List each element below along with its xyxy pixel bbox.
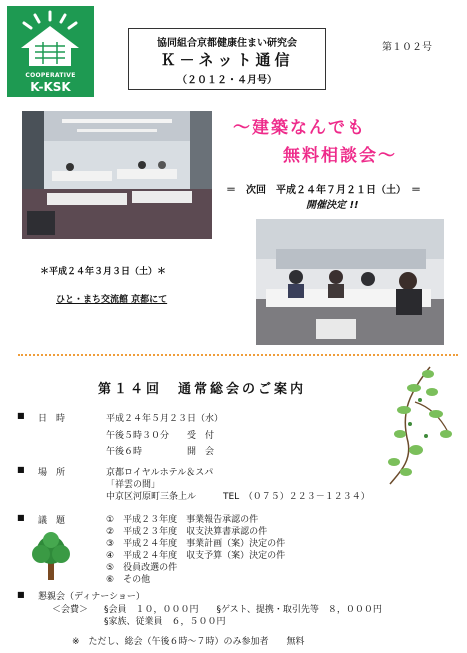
agenda-item: ⑤ 役員改選の件 <box>106 563 178 573</box>
party-fee-line: §会員 １０，０００円 §ゲスト、提携・取引先等 ８，０００円 <box>104 605 382 615</box>
party-fee-line: §家族、従業員 ６，５００円 <box>104 617 226 627</box>
agenda-item: ③ 平成２４年度 事業計画（案）決定の件 <box>106 539 286 549</box>
logo-cooperative-text: COOPERATIVE <box>25 72 76 79</box>
agenda-item: ① 平成２３年度 事業報告承認の件 <box>106 515 259 525</box>
footnote: ※ ただし、総会（午後６時～７時）のみ参加者 無料 <box>72 637 305 647</box>
place-line: 「祥雲の間」 <box>106 480 161 490</box>
agenda-label: 議 題 <box>38 516 66 526</box>
datetime-label: 日 時 <box>38 414 66 424</box>
newsletter-title-box <box>128 28 326 90</box>
decided-notice: 開催決定 !! <box>306 200 359 211</box>
bullet-square-icon: ■ <box>17 411 25 420</box>
datetime-line: 平成２４年５月２３日（水） <box>106 414 224 424</box>
issue-date: （２０１２・４月号） <box>177 75 277 86</box>
logo <box>7 6 94 97</box>
section-divider <box>18 354 458 356</box>
datetime-line: 午後５時３０分 受 付 <box>106 431 215 441</box>
party-label: 懇親会（ディナーショー） <box>38 592 145 602</box>
bullet-square-icon: ■ <box>17 465 25 474</box>
meeting-title: 第１４回 通常総会のご案内 <box>98 382 307 397</box>
photo-consultation-room <box>22 111 212 239</box>
consultation-headline-1: ～建築なんでも <box>233 118 366 138</box>
house-icon <box>7 6 94 72</box>
logo-name: K-KSK <box>30 80 71 94</box>
past-consultation-date: ＊平成２４年３月３日（土）＊ <box>40 267 167 277</box>
bullet-square-icon: ■ <box>17 513 25 522</box>
photo-consultation-meeting <box>256 219 444 345</box>
place-line: 京都ロイヤルホテル＆スパ <box>106 468 214 478</box>
consultation-headline-2: 無料相談会～ <box>283 146 397 166</box>
org-name: 協同組合京都健康住まい研究会 <box>157 38 297 49</box>
place-label: 場 所 <box>38 468 66 478</box>
bullet-square-icon: ■ <box>17 590 25 599</box>
datetime-line: 午後６時 開 会 <box>106 447 215 457</box>
agenda-item: ⑥ その他 <box>106 575 151 585</box>
newsletter-title: Ｋ－ネット通信 <box>160 51 294 69</box>
issue-number: 第１０２号 <box>382 42 432 53</box>
party-fee-label: ＜会費＞ <box>52 605 89 615</box>
tree-illustration <box>25 530 77 582</box>
agenda-item: ② 平成２３年度 収支決算書承認の件 <box>106 527 268 537</box>
next-consultation-date: ＝ 次回 平成２４年７月２１日（土） ＝ <box>226 185 421 196</box>
place-line: 中京区河原町三条上ル TEL （０７５）２２３－１２３４） <box>106 492 370 502</box>
plant-illustration <box>370 362 455 487</box>
past-consultation-venue: ひと・まち交流館 京都にて <box>56 295 168 305</box>
agenda-item: ④ 平成２４年度 収支予算（案）決定の件 <box>106 551 286 561</box>
